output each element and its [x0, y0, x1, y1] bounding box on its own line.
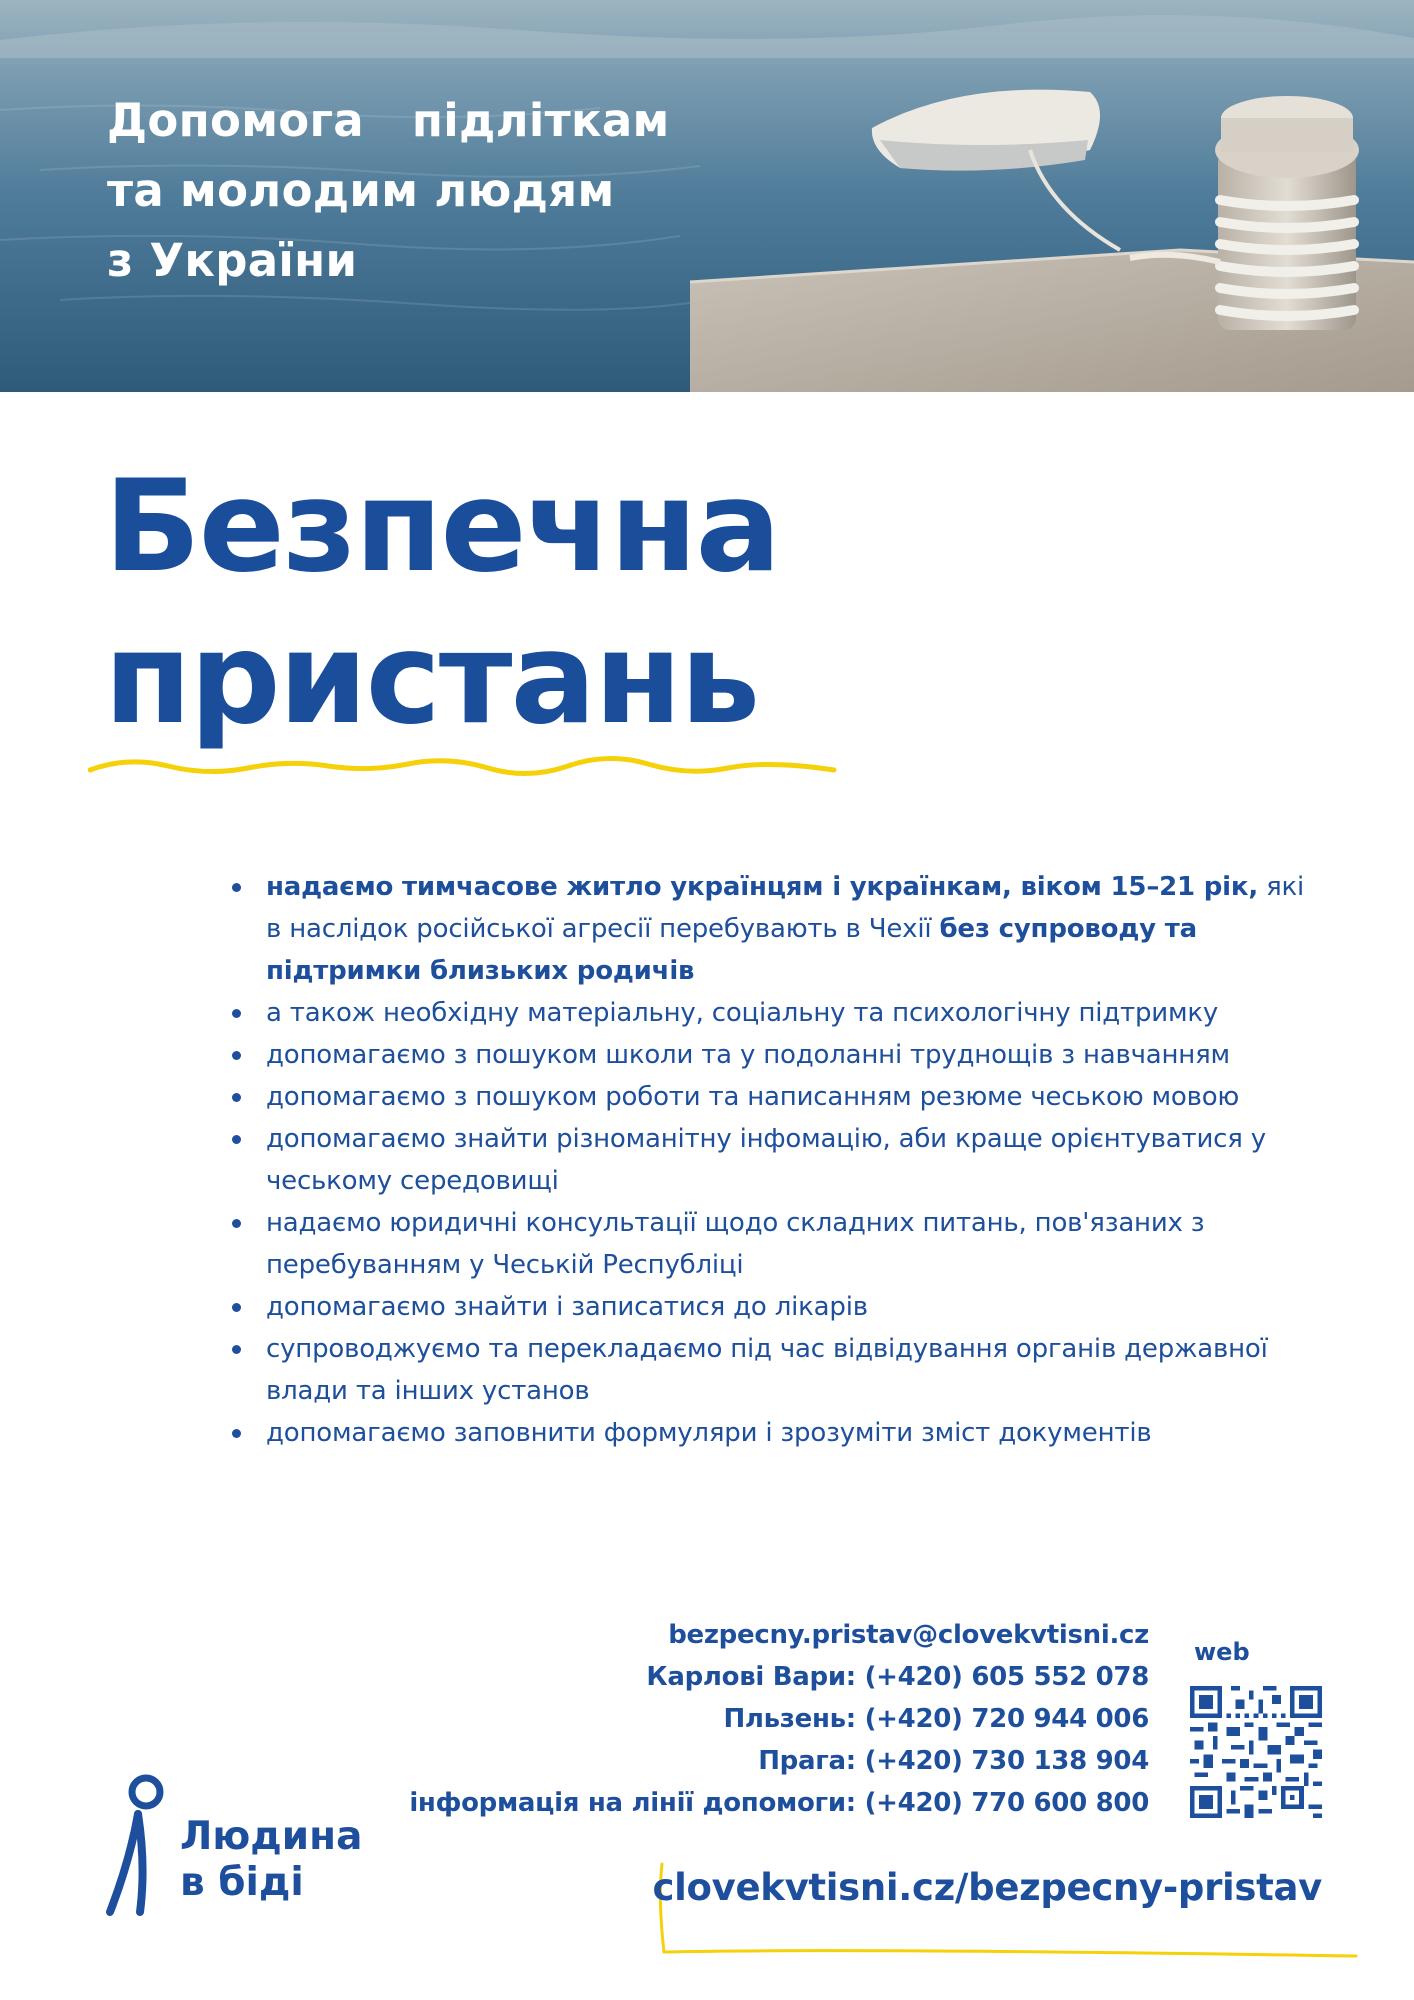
phone-praha[interactable]: Прага: (+420) 730 138 904: [758, 1746, 1149, 1776]
website-link[interactable]: clovekvtisni.cz/bezpecny-pristav: [652, 1866, 1322, 1909]
hero-title: [107, 86, 670, 296]
logo-text-line: в біді: [180, 1860, 304, 1905]
list-item-bold: без супроводу та підтримки близьких родичів: [266, 914, 1197, 986]
email-link[interactable]: bezpecny.pristav@clovekvtisni.cz: [668, 1620, 1149, 1650]
phone-hotline[interactable]: інформація на лінії допомоги: (+420) 770 600 800: [409, 1788, 1149, 1818]
list-item-text: супроводжуємо та перекладаємо під час відвідування органів державної влади та інших установ: [266, 1334, 1268, 1406]
hero-title-line: Допомога підліткам: [107, 94, 670, 147]
hero-banner: [0, 0, 1414, 392]
list-item: [232, 1034, 1312, 1076]
list-item-text: які в наслідок російської агресії перебувають в Чехії: [266, 872, 1305, 944]
qr-code-icon[interactable]: [1190, 1686, 1322, 1818]
web-label: web: [1194, 1638, 1250, 1666]
list-item-text: допомагаємо знайти різноманітну інфомацію, аби краще орієнтуватися у чеському середовищі: [266, 1124, 1266, 1196]
list-item-text: надаємо юридичні консультації щодо складних питань, пов'язаних з перебуванням у Чеській Республіці: [266, 1208, 1205, 1280]
wave-underline: [88, 752, 838, 782]
logo-text: [180, 1814, 362, 1906]
list-item-text: а також необхідну матеріальну, соціальну та психологічну підтримку: [266, 998, 1219, 1028]
hero-title-line: з України: [107, 234, 358, 287]
list-item-bold: надаємо тимчасове житло українцям і українкам, віком 15–21 рік,: [266, 872, 1258, 902]
phone-plzen[interactable]: Пльзень: (+420) 720 944 006: [723, 1704, 1149, 1734]
list-item-text: допомагаємо заповнити формуляри і зрозуміти зміст документів: [266, 1418, 1152, 1448]
list-item: [232, 992, 1312, 1034]
logo-text-line: Людина: [180, 1814, 363, 1859]
phone-karlovy-vary[interactable]: Карлові Вари: (+420) 605 552 078: [646, 1662, 1149, 1692]
person-figure-icon: [100, 1770, 170, 1920]
list-item: [232, 1076, 1312, 1118]
page-title: [104, 450, 779, 754]
services-list: [232, 866, 1312, 1454]
hero-title-line: та молодим людям: [107, 164, 615, 217]
organization-logo[interactable]: [100, 1770, 400, 1920]
list-item: [232, 1118, 1312, 1202]
list-item: [232, 866, 1312, 992]
page-title-line: пристань: [104, 604, 759, 752]
list-item-text: допомагаємо знайти і записатися до лікарів: [266, 1292, 868, 1322]
list-item: [232, 1202, 1312, 1286]
list-item: [232, 1412, 1312, 1454]
list-item: [232, 1286, 1312, 1328]
list-item-text: допомагаємо з пошуком роботи та написанням резюме чеською мовою: [266, 1082, 1240, 1112]
list-item-text: допомагаємо з пошуком школи та у подоланні труднощів з навчанням: [266, 1040, 1230, 1070]
list-item: [232, 1328, 1312, 1412]
page-title-line: Безпечна: [104, 452, 780, 600]
